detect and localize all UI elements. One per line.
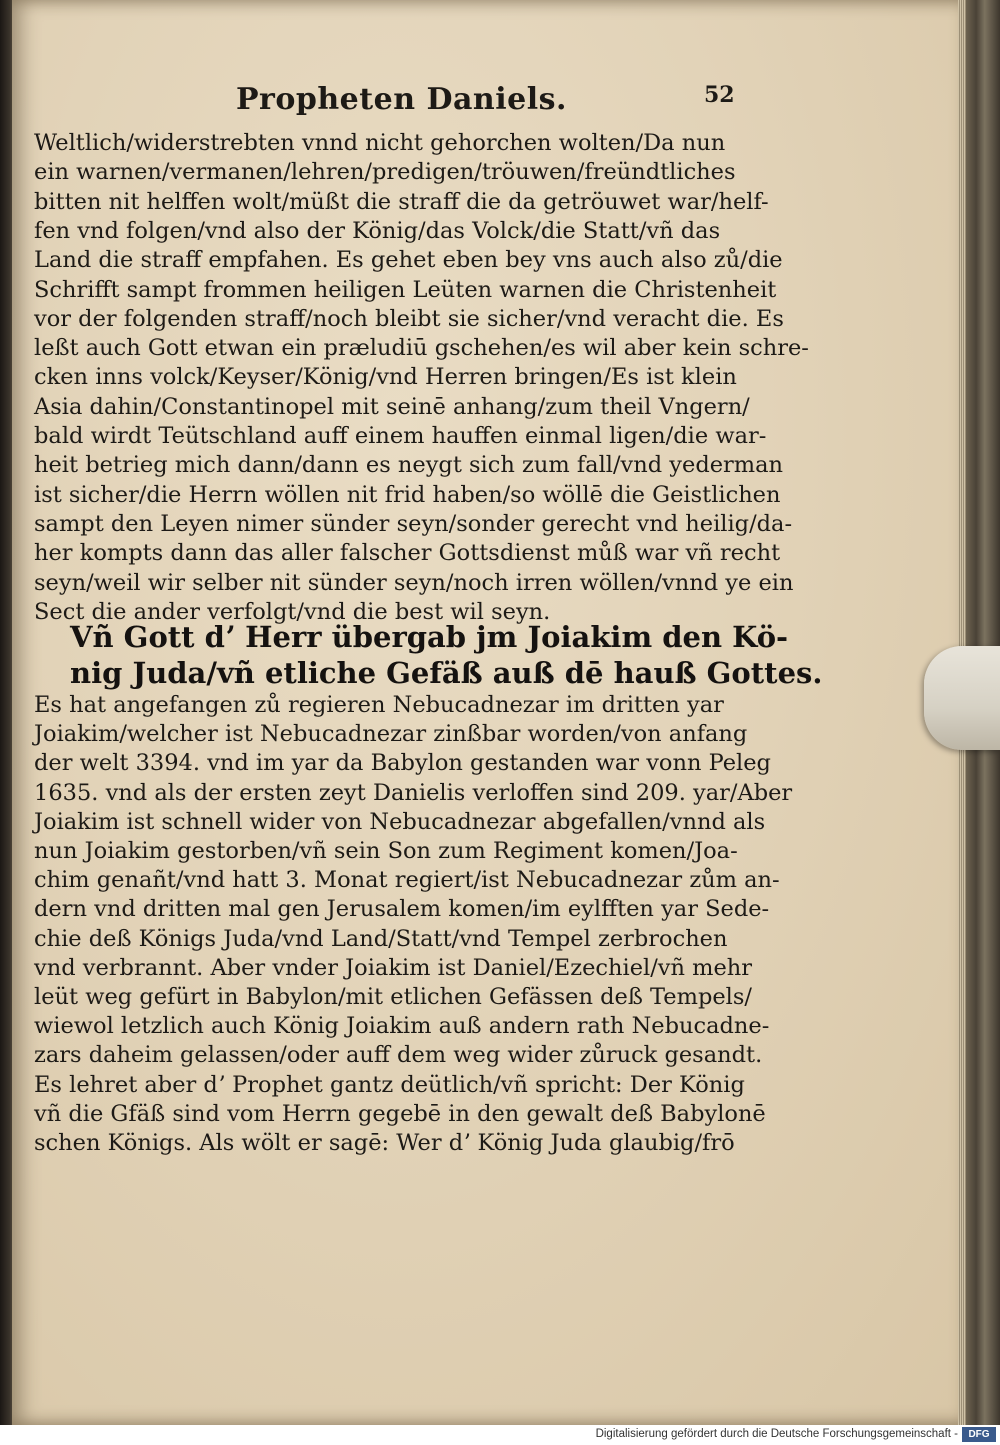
text-line: 1635. vnd als der ersten zeyt Danielis verloffen sind 209. yar/Aber: [34, 779, 793, 806]
text-line: leüt weg gefürt in Babylon/mit etlichen Gefässen deß Tempels/: [34, 984, 752, 1010]
text-line: vñ die Gfäß sind vom Herrn gegebē in den gewalt deß Babylonē: [34, 1100, 766, 1127]
text-line: zars daheim gelassen/oder auff dem weg wider zůruck gesandt.: [34, 1042, 763, 1069]
text-line: nun Joiakim gestorben/vñ sein Son zum Regiment komen/Joa-: [34, 838, 738, 864]
text-line: ist sicher/die Herrn wöllen nit frid haben/so wöllē die Geistlichen: [34, 481, 781, 508]
text-line: Es hat angefangen zů regieren Nebucadnezar im dritten yar: [34, 692, 724, 718]
text-line: vnd verbrannt. Aber vnder Joiakim ist Daniel/Ezechiel/vñ mehr: [34, 954, 753, 981]
text-line: fen vnd folgen/vnd also der König/das Volck/die Statt/vñ das: [34, 217, 721, 244]
heading-line: Vñ Gott dʼ Herr übergab jm Joiakim den Kö-: [70, 620, 789, 654]
text-line: leßt auch Gott etwan ein præludiū gschehen/es wil aber kein schre-: [34, 335, 809, 362]
text-line: chie deß Königs Juda/vnd Land/Statt/vnd Tempel zerbrochen: [34, 925, 728, 952]
text-line: schen Königs. Als wölt er sagē: Wer dʼ König Juda glaubig/frō: [34, 1130, 735, 1156]
text-line: chim genañt/vnd hatt 3. Monat regiert/ist Nebucadnezar zům an-: [34, 867, 780, 894]
text-line: dern vnd dritten mal gen Jerusalem komen/im eylfften yar Sede-: [34, 896, 770, 923]
text-line: Weltlich/widerstrebten vnnd nicht gehorchen wolten/Da nun: [34, 130, 726, 156]
text-line: bitten nit helffen wolt/müßt die straff die da getröuwet war/helf-: [34, 188, 769, 215]
text-line: Sect die ander verfolgt/vnd die best wil seyn.: [34, 598, 551, 625]
text-line: sampt den Leyen nimer sünder seyn/sonder gerecht vnd heilig/da-: [34, 510, 793, 537]
heading-line: nig Juda/vñ etliche Gefäß auß dē hauß Gottes.: [70, 656, 823, 690]
text-line: wiewol letzlich auch König Joiakim auß andern rath Nebucadne-: [34, 1013, 770, 1040]
bookmark-clip: [924, 646, 1000, 750]
text-line: der welt 3394. vnd im yar da Babylon gestanden war vonn Peleg: [34, 750, 771, 777]
footer-credit: Digitalisierung gefördert durch die Deutsche Forschungsgemeinschaft -: [595, 1428, 958, 1440]
text-line: vor der folgenden straff/noch bleibt sie sicher/vnd veracht die. Es: [34, 305, 784, 332]
page-number: 52: [704, 82, 735, 108]
running-head: Propheten Daniels.: [236, 82, 567, 117]
text-line: Joiakim/welcher ist Nebucadnezar zinßbar worden/von anfang: [34, 721, 748, 748]
text-line: Land die straff empfahen. Es gehet eben bey vns auch also zů/die: [34, 247, 783, 274]
text-line: her kompts dann das aller falscher Gottsdienst můß war vñ recht: [34, 540, 781, 567]
text-line: Joiakim ist schnell wider von Nebucadnezar abgefallen/vnnd als: [34, 808, 766, 835]
text-line: cken inns volck/Keyser/König/vnd Herren bringen/Es ist klein: [34, 364, 737, 391]
text-line: ein warnen/vermanen/lehren/predigen/tröuwen/freündtliches: [34, 159, 736, 186]
text-line: heit betrieg mich dann/dann es neygt sich zum fall/vnd yederman: [34, 452, 784, 479]
text-line: Es lehret aber dʼ Prophet gantz deütlich/vñ spricht: Der König: [34, 1071, 745, 1098]
dfg-logo: DFG: [962, 1427, 996, 1442]
text-line: seyn/weil wir selber nit sünder seyn/noch irren wöllen/vnnd ye ein: [34, 569, 794, 596]
text-line: Schrifft sampt frommen heiligen Leüten warnen die Christenheit: [34, 276, 777, 303]
text-line: bald wirdt Teütschland auff einem hauffen einmal ligen/die war-: [34, 423, 767, 449]
text-line: Asia dahin/Constantinopel mit seinē anhang/zum theil Vngern/: [34, 393, 750, 420]
